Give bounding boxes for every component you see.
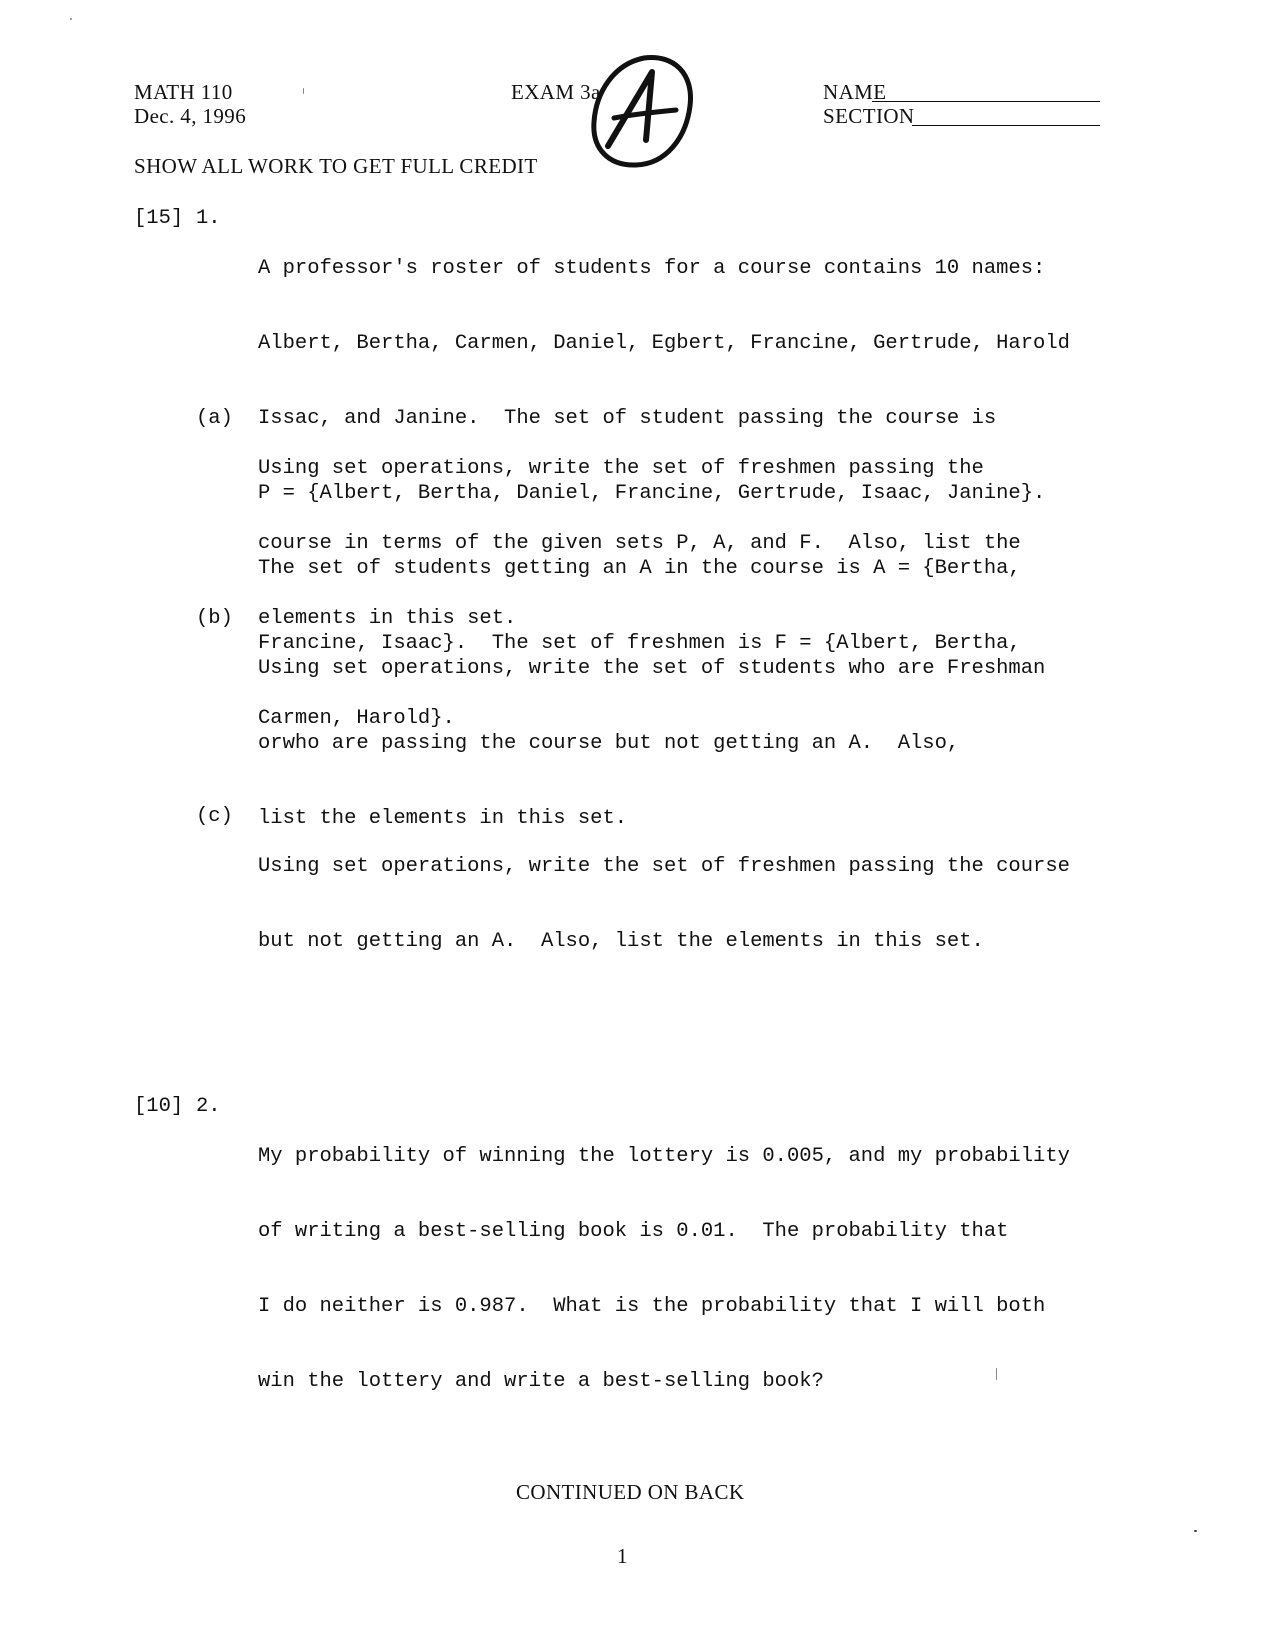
text-line: Albert, Bertha, Carmen, Daniel, Egbert, Francine, Gertrude, Harold (258, 332, 1070, 355)
text-line: Francine, Isaac}. The set of freshmen is F = {Albert, Bertha, (258, 632, 1021, 655)
text-line: elements in this set. (258, 607, 517, 630)
part-c-text (258, 804, 1070, 979)
text-line: Issac, and Janine. The set of student passing the course is (258, 407, 997, 430)
part-b-label: (b) (196, 607, 233, 630)
text-line: Carmen, Harold}. (258, 707, 455, 730)
instructions: SHOW ALL WORK TO GET FULL CREDIT (134, 154, 538, 178)
text-line: Using set operations, write the set of students who are Freshman (258, 657, 1046, 680)
part-c-label: (c) (196, 805, 233, 828)
problem-1-number: 1. (196, 207, 221, 230)
text-line: list the elements in this set. (258, 807, 628, 830)
problem-2-text (258, 1094, 1070, 1419)
text-line: A professor's roster of students for a course contains 10 names: (258, 257, 1046, 280)
text-line: Using set operations, write the set of freshmen passing the (258, 457, 984, 480)
text-line: but not getting an A. Also, list the elements in this set. (258, 930, 984, 953)
text-line: course in terms of the given sets P, A, and F. Also, list the (258, 532, 1021, 555)
name-label: NAME (823, 80, 887, 104)
course-label: MATH 110 (134, 80, 233, 104)
scan-speck (70, 18, 72, 20)
section-label: SECTION (823, 104, 915, 128)
scan-speck (303, 88, 304, 94)
text-line: I do neither is 0.987. What is the probability that I will both (258, 1295, 1046, 1318)
page-number: 1 (617, 1544, 628, 1568)
text-line: win the lottery and write a best-selling book? (258, 1370, 824, 1393)
circled-grade-mark (586, 52, 696, 170)
scan-speck (1194, 1530, 1197, 1532)
problem-2-number: 2. (196, 1095, 221, 1118)
text-line: P = {Albert, Bertha, Daniel, Francine, Gertrude, Isaac, Janine}. (258, 482, 1046, 505)
text-line: The set of students getting an A in the course is A = {Bertha, (258, 557, 1021, 580)
text-line: My probability of winning the lottery is 0.005, and my probability (258, 1145, 1070, 1168)
part-a-label: (a) (196, 407, 233, 430)
text-line: of writing a best-selling book is 0.01. The probability that (258, 1220, 1009, 1243)
section-blank[interactable] (912, 125, 1100, 126)
problem-1-points: [15] (134, 207, 184, 230)
exam-title: EXAM 3a (511, 80, 601, 104)
text-line: orwho are passing the course but not getting an A. Also, (258, 732, 960, 755)
problem-2-points: [10] (134, 1095, 184, 1118)
exam-date: Dec. 4, 1996 (134, 104, 247, 128)
text-line: Using set operations, write the set of freshmen passing the course (258, 855, 1070, 878)
continued-on-back: CONTINUED ON BACK (516, 1480, 745, 1504)
scan-speck (996, 1368, 997, 1380)
name-blank[interactable] (872, 101, 1100, 102)
